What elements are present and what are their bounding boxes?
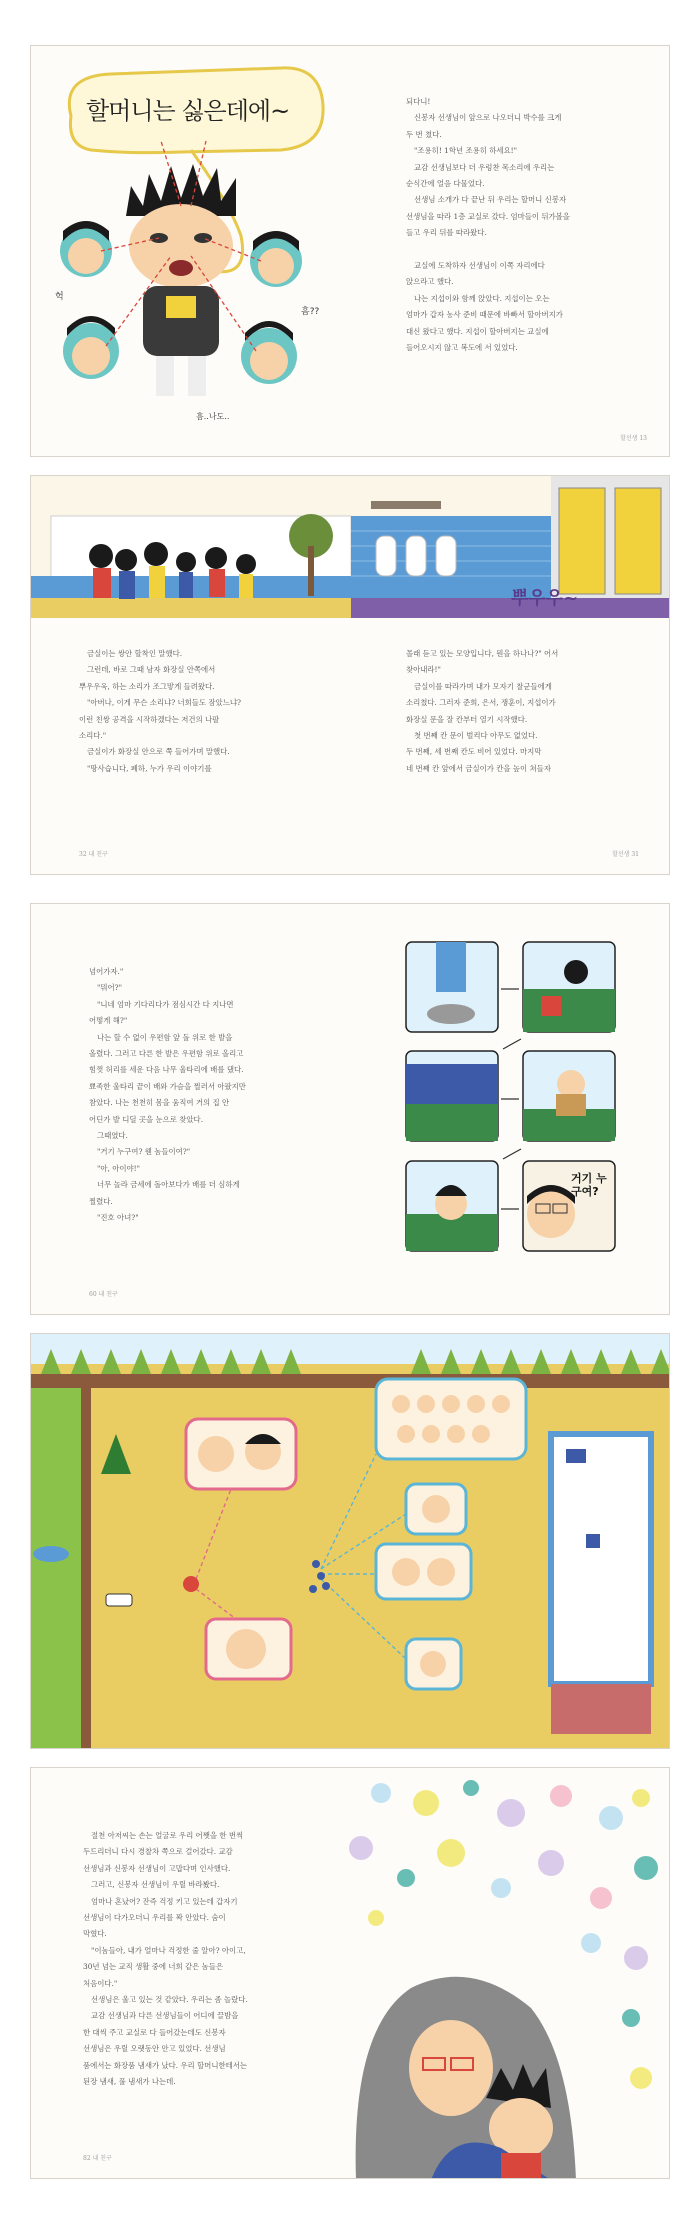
inset-panel-crowd	[376, 1379, 526, 1459]
paragraph: "조용히! 1학년 조용히 하세요!"	[414, 146, 518, 156]
school-building	[551, 1434, 651, 1684]
paragraph: "뭐어?"	[97, 983, 123, 993]
paragraph: 되다니!	[406, 97, 431, 106]
paragraph: 처음이다."	[83, 1978, 118, 1988]
paragraph: 어딘가 발 디딜 곳을 눈으로 찾았다.	[89, 1114, 204, 1124]
paragraph: 나는 할 수 없이 우편함 앞 돌 위로 한 발을	[97, 1032, 233, 1042]
stall-door	[559, 488, 605, 594]
paragraph: 그러고, 신봉자 선생님이 우릴 바라봤다.	[91, 1880, 220, 1890]
paragraph: "아, 아이야!"	[97, 1163, 141, 1173]
inset-panel-boy	[406, 1639, 461, 1689]
title-bubble-text: 할머니는 싫은데에~	[86, 97, 290, 125]
paragraph: 품에서는 화장품 냄새가 났다. 우리 할머니한테서는	[83, 2060, 248, 2070]
stall-door	[615, 488, 661, 594]
paragraph: 두 번째, 세 번째 칸도 비어 있었다. 마지막	[406, 747, 542, 757]
paragraph: 첫 번째 칸 문이 벌컥다 아무도 없었다.	[414, 731, 538, 741]
folio: 할선생 13	[620, 435, 647, 442]
paragraph: 올렸다. 그러고 다른 한 발은 우편함 위로 올리고	[89, 1049, 244, 1059]
paragraph: 신봉자 선생님이 앞으로 나오더니 박수를 크게	[414, 113, 562, 123]
paragraph: 넘어가자."	[89, 967, 124, 976]
paragraph: 교감 선생님보다 더 우렁찬 목소리에 우리는	[414, 162, 555, 172]
paragraph: 절천 아저씨는 손는 얼굴로 우리 어쨋을 한 번씩	[91, 1831, 244, 1840]
folio: 60 내 친구	[89, 1291, 118, 1298]
spread-4	[30, 1333, 670, 1749]
paragraph: 소리쳤다. 그러자 준희, 은서, 쟁훈이, 지섭이가	[406, 698, 556, 708]
paragraph: "진호 아녀?"	[97, 1213, 139, 1223]
paragraph: 선생님과 신봉자 선생님이 고맙다며 인사했다.	[83, 1863, 231, 1873]
comic-panel-1	[406, 942, 498, 1032]
spread-2	[30, 475, 670, 875]
paragraph: "니네 엄마 기다리다가 점심시간 다 지나면	[97, 999, 234, 1009]
paragraph: 몰래 듣고 있는 모양입니다, 뭔을 하나나?" 어서	[406, 649, 559, 658]
folio-left: 32 내 친구	[79, 851, 108, 858]
paragraph: 금실이를 따라가며 내가 모자기 찰군들에게	[414, 681, 552, 691]
paragraph: 선생님 소개가 다 끝난 뒤 우리는 할머니 신봉자	[414, 195, 567, 205]
spread2-left-text	[79, 646, 329, 777]
paragraph: 엄마나 혼났어? 잔즉 걱정 키고 있는데 갑자기	[91, 1896, 238, 1906]
paragraph: 뾰족한 울타리 끝이 배와 가슴을 찔러서 아팠지만	[89, 1081, 246, 1091]
sfx-right: 흠??	[301, 307, 320, 317]
comic-panel-5	[406, 1161, 498, 1251]
paragraph: "아버나, 이게 무슨 소리냐? 너희들도 잠았느냐?	[87, 698, 241, 708]
paragraph: 그때였다.	[97, 1131, 128, 1141]
spread-3	[30, 903, 670, 1315]
paragraph: 너무 놀라 금세에 돌아보다가 배를 더 심하게	[97, 1180, 240, 1190]
comic-panel-3	[406, 1051, 498, 1141]
paragraph: 나는 지섭이와 함께 앉았다. 지섭이는 오는	[414, 293, 550, 303]
paragraph: 이런 친쌍 공격을 시작하겠다는 저건의 나팔	[79, 714, 220, 724]
head-top-left	[60, 221, 112, 277]
head-top-right	[250, 231, 302, 287]
spread2-right-text	[406, 646, 656, 777]
paragraph: 두드리더니 다시 경찰차 쪽으로 걸어갔다. 교감	[83, 1847, 233, 1857]
head-bottom-right	[241, 321, 297, 384]
spread3-comic-panels	[31, 904, 670, 1315]
paragraph: 금실이가 화장실 안으로 쭉 들어가며 말했다.	[87, 747, 230, 757]
paragraph: 한 대씩 주고 교실로 다 들어갔는데도 신봉자	[83, 2027, 226, 2037]
paragraph: 막혔다.	[83, 1929, 107, 1939]
paragraph: 화장실 문을 잘 칸부터 열기 시작했다.	[406, 714, 528, 724]
paragraph: 힘껏 허리를 세운 다음 나무 울타리에 배를 댔다.	[89, 1065, 244, 1075]
schoolyard-illustration	[31, 1334, 670, 1749]
spread5-illustration	[31, 1768, 670, 2179]
paragraph: 소리다."	[79, 731, 107, 741]
paragraph: "이놈들아, 내가 얼마나 걱정한 줄 알아? 아이고,	[91, 1945, 246, 1955]
paragraph: 들고 우리 뒤를 따라왔다.	[406, 228, 487, 238]
speech-bubble: 거기 누구여?	[571, 1172, 607, 1198]
paragraph: "거기 누구여? 웬 놈들이여?"	[97, 1147, 191, 1157]
inset-panel-grandpa	[206, 1619, 291, 1679]
paragraph: 금실이는 쌍안 할착인 말했다.	[87, 649, 183, 658]
sfx-bottom: 흠..나도..	[196, 412, 230, 421]
paragraph: 들어오시지 않고 복도에 서 있었다.	[406, 343, 518, 353]
paragraph: 선생님은 우릴 오랫동안 안고 있었다. 선생님	[83, 2044, 226, 2054]
paragraph: 교실에 도착하자 선생님이 이쪽 자리에다	[414, 261, 545, 271]
paragraph: 두 번 쳤다.	[406, 129, 442, 139]
spread-5	[30, 1767, 670, 2179]
paragraph: 선생님은 울고 있는 것 같았다. 우리는 좀 놀랐다.	[91, 1995, 248, 2005]
comic-panel-2	[523, 942, 615, 1032]
paragraph: 대신 왔다고 했다. 지섭이 할아버지는 교실에	[406, 326, 549, 336]
paragraph: 뿌우우욱, 하는 소리가 조그맣게 들려왔다.	[79, 681, 215, 691]
paragraph: 순식간에 얼음 다물었다.	[406, 179, 485, 189]
comic-panel-4	[523, 1051, 615, 1141]
paragraph: 찾아내라!"	[406, 665, 441, 675]
paragraph: 엄마가 갑자 농사 준비 때문에 바빠서 할아버지가	[406, 310, 563, 320]
inset-panel-teachers	[186, 1419, 296, 1489]
paragraph: 참았다. 나는 천천히 몸을 움직여 거의 집 안	[89, 1098, 230, 1108]
paragraph: 어떻게 해?"	[89, 1016, 128, 1026]
paragraph: "땅사습니다, 폐하, 누가 우리 이야기를	[87, 763, 212, 773]
inset-panel-old-man	[406, 1484, 466, 1534]
paragraph: 앉으라고 했다.	[406, 277, 454, 287]
paragraph: 선생님이 다가오더니 우리를 꽉 안았다. 숨이	[83, 1913, 226, 1923]
paragraph: 찔렸다.	[89, 1196, 113, 1206]
folio-right: 할선생 31	[612, 851, 639, 858]
paragraph: 된장 냄새, 풀 냄새가 나는데.	[83, 2077, 176, 2087]
paragraph: 교감 선생님과 다른 선생님들이 어디에 끌밤을	[91, 2011, 239, 2021]
inset-panel-women	[376, 1544, 471, 1599]
head-bottom-left	[63, 316, 119, 379]
folio: 82 내 친구	[83, 2155, 112, 2162]
spread1-text	[406, 94, 646, 357]
paragraph: 선생님을 따라 1층 교실로 갔다. 엄마들이 뒤가볼을	[406, 211, 570, 221]
spread-1	[30, 45, 670, 457]
sfx-fart: 뿌우우~	[511, 588, 579, 609]
paragraph: 그런데, 바로 그때 남자 화장실 안쪽에서	[87, 665, 216, 675]
paragraph: 네 번째 칸 앞에서 금실이가 칸을 높이 쳐들자	[406, 763, 551, 773]
paragraph: 30년 넘는 교직 생활 중에 너희 같은 놈들은	[83, 1962, 224, 1972]
paragraph	[406, 242, 646, 258]
sfx-left: 헉	[55, 292, 64, 302]
